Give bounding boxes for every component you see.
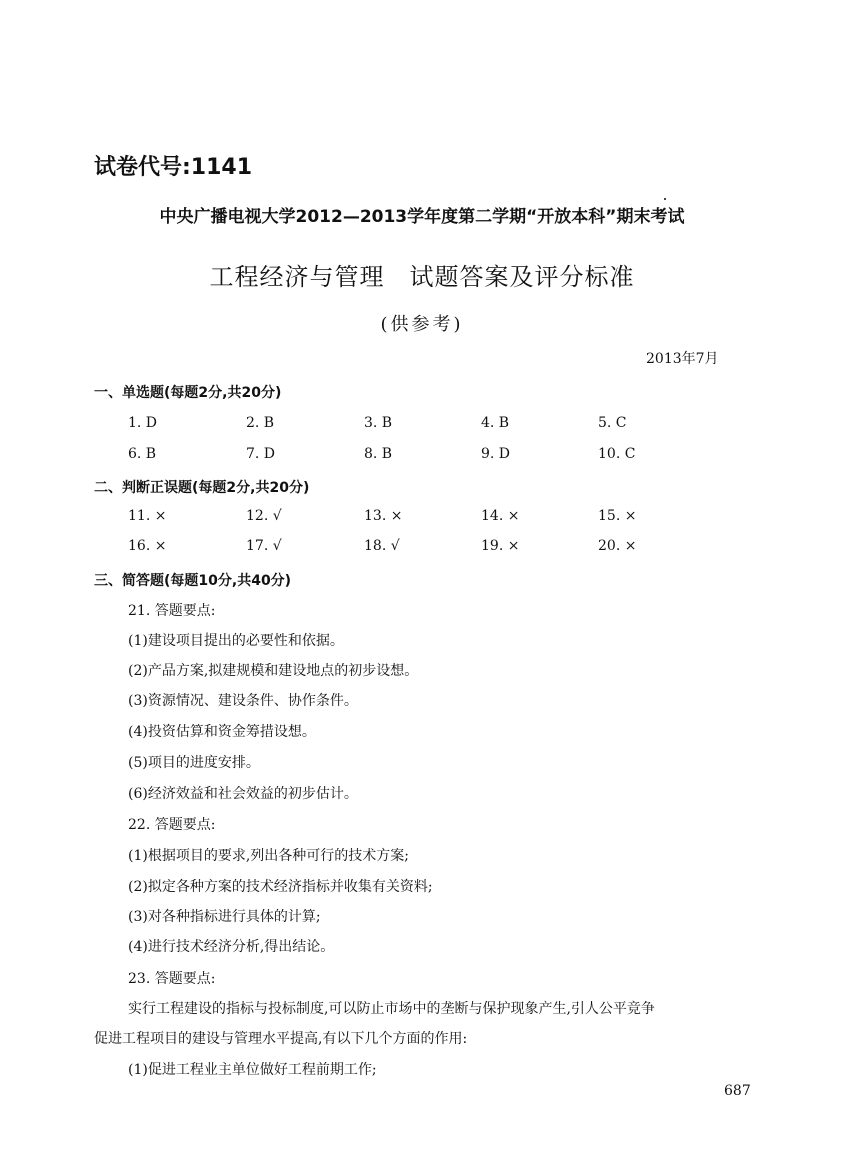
section-heading-true-false: 二、判断正误题(每题2分,共20分) — [94, 480, 310, 496]
question-label: 22. 答题要点: — [128, 817, 216, 833]
paper-code: 试卷代号:1141 — [94, 155, 253, 180]
answer-item: 3. B — [364, 415, 393, 431]
answer-point: (2)拟定各种方案的技术经济指标并收集有关资料; — [128, 879, 433, 895]
answer-point: (2)产品方案,拟建规模和建设地点的初步设想。 — [128, 663, 419, 679]
answer-item: 2. B — [246, 415, 275, 431]
answer-item: 15. × — [598, 508, 637, 524]
answer-paragraph-line: 促进工程项目的建设与管理水平提高,有以下几个方面的作用: — [94, 1031, 468, 1047]
answer-item: 20. × — [598, 538, 637, 554]
answer-item: 6. B — [128, 446, 157, 462]
answer-point: (6)经济效益和社会效益的初步估计。 — [128, 786, 358, 802]
page-number: 687 — [724, 1083, 751, 1099]
answer-paragraph-line: 实行工程建设的指标与投标制度,可以防止市场中的垄断与保护现象产生,引人公平竞争 — [128, 1001, 655, 1017]
answer-item: 8. B — [364, 446, 393, 462]
scan-speck — [664, 198, 666, 200]
answer-item: 16. × — [128, 538, 167, 554]
answer-item: 10. C — [598, 446, 636, 462]
answer-item: 19. × — [481, 538, 520, 554]
answer-point: (4)投资估算和资金筹措设想。 — [128, 724, 316, 740]
answer-point: (3)对各种指标进行具体的计算; — [128, 909, 321, 925]
answer-item: 11. × — [128, 508, 167, 524]
question-label: 21. 答题要点: — [128, 603, 216, 619]
answer-item: 9. D — [481, 446, 511, 462]
answer-point: (1)促进工程业主单位做好工程前期工作; — [128, 1062, 377, 1078]
exam-title: 中央广播电视大学2012—2013学年度第二学期“开放本科”期末考试 — [159, 207, 685, 227]
answer-item: 18. √ — [364, 538, 400, 554]
answer-point: (5)项目的进度安排。 — [128, 755, 260, 771]
answer-point: (3)资源情况、建设条件、协作条件。 — [128, 693, 358, 709]
answer-point: (1)建设项目提出的必要性和依据。 — [128, 633, 344, 649]
answer-item: 17. √ — [246, 538, 282, 554]
answer-point: (4)进行技术经济分析,得出结论。 — [128, 939, 335, 955]
section-heading-single-choice: 一、单选题(每题2分,共20分) — [94, 385, 282, 401]
answer-item: 5. C — [598, 415, 627, 431]
answer-item: 13. × — [364, 508, 403, 524]
answer-item: 7. D — [246, 446, 276, 462]
answer-item: 1. D — [128, 415, 158, 431]
document-date: 2013年7月 — [646, 351, 719, 367]
answer-item: 12. √ — [246, 508, 282, 524]
document-subtitle: (供参考) — [380, 314, 464, 335]
answer-item: 4. B — [481, 415, 510, 431]
answer-item: 14. × — [481, 508, 520, 524]
document-title: 工程经济与管理 试题答案及评分标准 — [209, 263, 635, 291]
section-heading-short-answer: 三、简答题(每题10分,共40分) — [94, 573, 292, 589]
question-label: 23. 答题要点: — [128, 971, 216, 987]
answer-point: (1)根据项目的要求,列出各种可行的技术方案; — [128, 848, 409, 864]
